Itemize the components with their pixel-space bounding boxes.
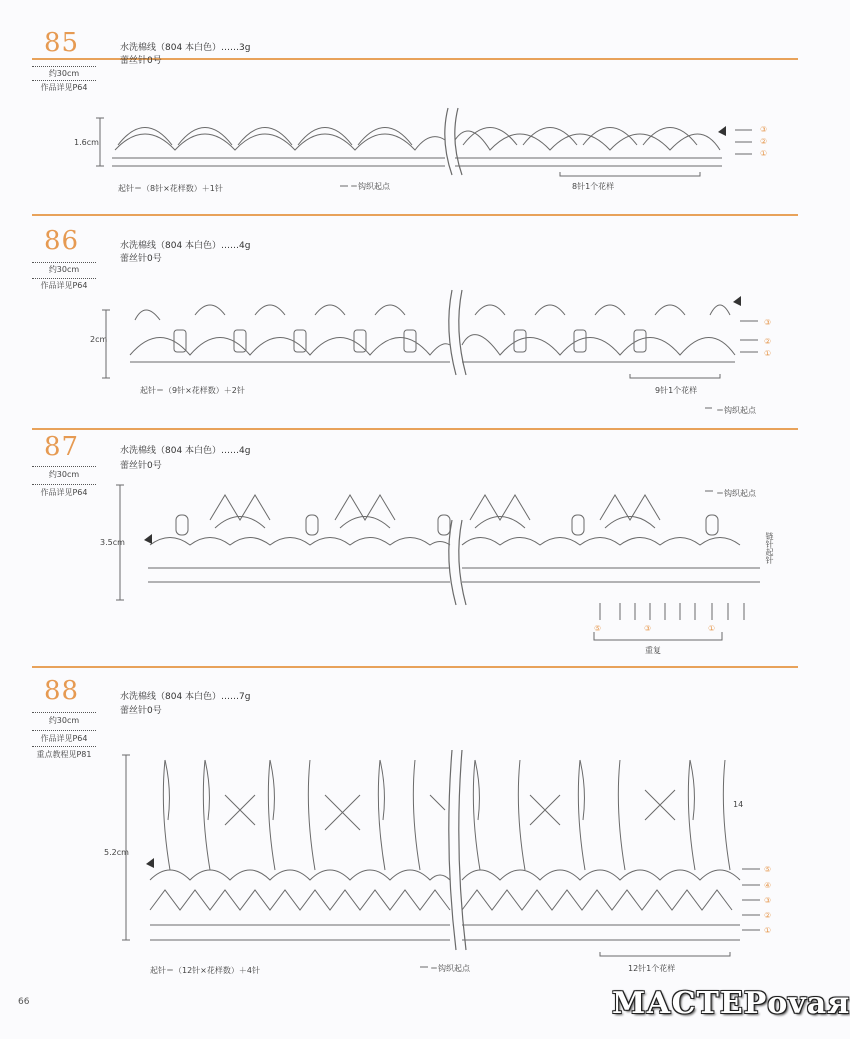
repeat-label: 重复 (645, 646, 661, 655)
height-label: 5.2cm (104, 848, 129, 857)
length-label: 约30cm (48, 69, 80, 78)
pattern-number: 87 (44, 432, 80, 462)
yarn-spec: 水洗棉线（804 本白色）……7g (120, 692, 251, 702)
hook-spec: 蕾丝针0号 (120, 706, 162, 716)
row-marker: ① (764, 926, 772, 935)
reference-label: 作品详见P64 (40, 83, 88, 92)
watermark-logo: МАСТЕРоvая (612, 986, 850, 1021)
row-marker: ② (764, 337, 772, 346)
start-label: ＝钩织起点 (716, 406, 756, 415)
reference-label-2: 重点教程见P81 (36, 750, 92, 759)
yarn-spec: 水洗棉线（804 本白色）……4g (120, 446, 251, 456)
hook-spec: 蕾丝针0号 (120, 254, 162, 264)
row-marker: ② (760, 137, 768, 146)
row-marker: ⑤ (594, 624, 602, 633)
length-label: 约30cm (48, 265, 80, 274)
hook-spec: 蕾丝针0号 (120, 461, 162, 471)
row-marker: ③ (644, 624, 652, 633)
chain-formula: 起针＝（12针×花样数）＋4针 (150, 966, 260, 975)
row-marker: ③ (764, 318, 772, 327)
side-note: 链针起针 (765, 532, 774, 564)
chain-formula: 起针＝（8针×花样数）＋1针 (118, 184, 223, 193)
pattern-number: 86 (44, 226, 80, 256)
reference-label: 作品详见P64 (40, 281, 88, 290)
yarn-spec: 水洗棉线（804 本白色）……3g (120, 43, 251, 53)
length-label: 约30cm (48, 716, 80, 725)
height-label: 2cm (90, 335, 108, 344)
reference-label: 作品详见P64 (40, 734, 88, 743)
row-marker: ① (760, 149, 768, 158)
row-marker: ① (764, 349, 772, 358)
row-marker: ③ (760, 125, 768, 134)
row-marker: ④ (764, 881, 772, 890)
row-marker: ⑤ (764, 865, 772, 874)
start-label: ＝钩织起点 (716, 489, 756, 498)
pattern-number: 88 (44, 676, 80, 706)
page-number: 66 (18, 997, 30, 1007)
row-marker: ② (764, 911, 772, 920)
yarn-spec: 水洗棉线（804 本白色）……4g (120, 241, 251, 251)
repeat-label: 8针1个花样 (572, 182, 615, 191)
start-label: ＝钩织起点 (430, 964, 470, 973)
height-label: 1.6cm (74, 138, 99, 147)
height-label: 3.5cm (100, 538, 125, 547)
pattern-number: 85 (44, 28, 80, 58)
row-marker: ③ (764, 896, 772, 905)
row-marker: ① (708, 624, 716, 633)
reference-label: 作品详见P64 (40, 488, 88, 497)
length-label: 约30cm (48, 470, 80, 479)
repeat-label: 9针1个花样 (655, 386, 698, 395)
hook-spec: 蕾丝针0号 (120, 56, 162, 66)
chain-formula: 起针＝（9针×花样数）＋2针 (140, 386, 245, 395)
repeat-label: 12针1个花样 (628, 964, 676, 973)
row-count: 14 (733, 800, 744, 809)
start-label: ＝钩织起点 (350, 182, 390, 191)
